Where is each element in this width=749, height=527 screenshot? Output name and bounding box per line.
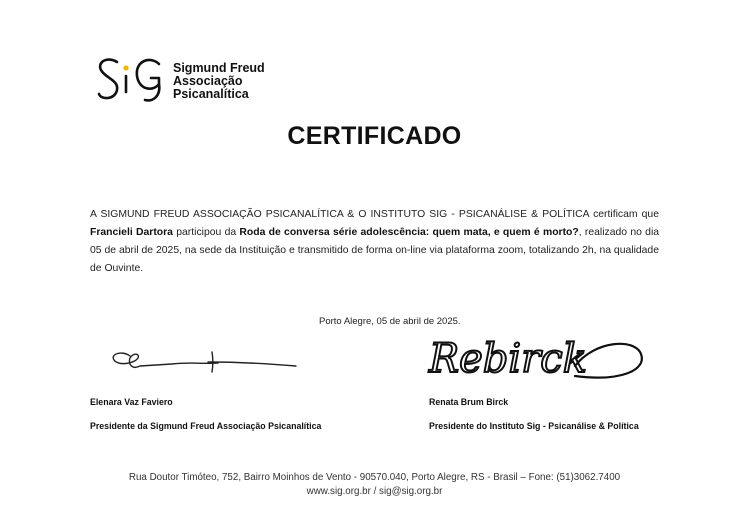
certificate-text: [90, 206, 659, 278]
signer-1-role: Presidente da Sigmund Freud Associação Psicanalítica: [90, 421, 322, 431]
signer-2-name: Renata Brum Birck: [429, 397, 509, 407]
certificate-details: , realizado no dia 05 de abril de 2025, na sede da Instituição e transmitido de forma on-line via plataforma zoom, totalizando 2h, na qualidade de Ouvinte.: [90, 227, 660, 274]
logo-line-1: Sigmund Freud: [173, 61, 265, 75]
signer-1-name: Elenara Vaz Faviero: [90, 397, 173, 407]
logo-text: [173, 62, 265, 101]
footer-web: www.sig.org.br / sig@sig.org.br: [306, 486, 443, 497]
logo-line-3: Psicanalítica: [173, 87, 249, 101]
logo-dot-icon: [123, 65, 128, 70]
signature-1-image: [100, 340, 300, 385]
logo: [95, 52, 265, 106]
signature-2-handwriting: Rebirck: [429, 336, 587, 382]
signer-2-role: Presidente do Instituto Sig - Psicanálise & Política: [429, 421, 639, 431]
place-date: Porto Alegre, 05 de abril de 2025.: [319, 316, 461, 327]
participated-text: participou da: [176, 227, 237, 238]
footer: [0, 471, 749, 499]
page-title: CERTIFICADO: [287, 122, 462, 150]
sig-logo-mark-icon: [95, 52, 175, 106]
signature-2-image: [425, 330, 655, 395]
event-name: Roda de conversa série adolescência: quem mata, e quem é morto?: [239, 227, 579, 238]
logo-line-2: Associação: [173, 74, 243, 88]
certificate-intro: A SIGMUND FREUD ASSOCIAÇÃO PSICANALÍTICA & O INSTITUTO SIG - PSICANÁLISE & POLÍTICA certificam que: [90, 209, 659, 220]
participant-name: Francieli Dartora: [90, 227, 173, 238]
footer-address: Rua Doutor Timóteo, 752, Bairro Moinhos de Vento - 90570.040, Porto Alegre, RS - Brasil – Fone: (51)3062.7400: [128, 472, 621, 483]
